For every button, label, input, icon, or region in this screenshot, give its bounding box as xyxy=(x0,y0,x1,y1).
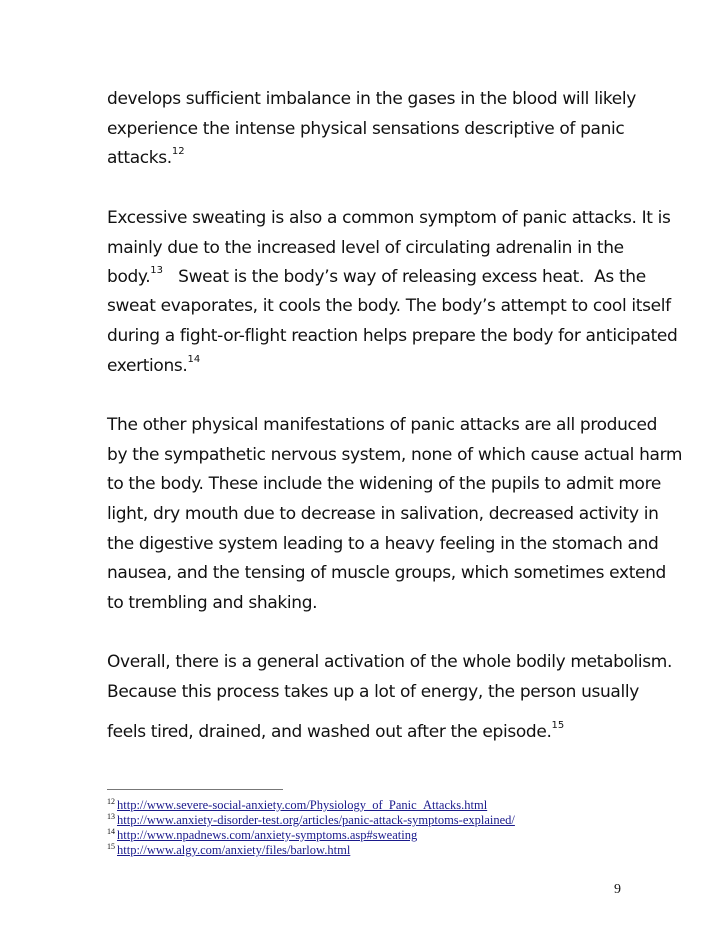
body-text-line: light, dry mouth due to decrease in salivation, decreased activity in xyxy=(107,504,659,524)
body-text-line: during a fight-or-flight reaction helps prepare the body for anticipated xyxy=(107,326,678,346)
footnote xyxy=(107,843,350,857)
footnote-link[interactable]: http://www.npadnews.com/anxiety-symptoms.asp#sweating xyxy=(117,828,418,842)
footnote-number: 14 xyxy=(107,826,115,836)
footnote-ref[interactable]: 14 xyxy=(187,354,201,366)
body-text-line: feels tired, drained, and washed out after the episode.$^{15}$ xyxy=(107,720,565,742)
body-text-line: sweat evaporates, it cools the body. The body’s attempt to cool itself xyxy=(107,296,671,316)
footnote xyxy=(107,828,417,842)
footnote-number: 13 xyxy=(107,811,115,821)
body-text-line: Because this process takes up a lot of energy, the person usually xyxy=(107,682,639,702)
footnote-ref[interactable]: 12 xyxy=(171,146,185,158)
footnote-ref[interactable]: 15 xyxy=(551,720,565,732)
footnote xyxy=(107,813,515,827)
body-text-line: body.$^{13}$ Sweat is the body’s way of releasing excess heat. As the xyxy=(107,265,646,287)
footnote-link[interactable]: http://www.anxiety-disorder-test.org/articles/panic-attack-symptoms-explained/ xyxy=(117,813,515,827)
footnote-ref[interactable]: 13 xyxy=(150,265,164,277)
body-text-line: The other physical manifestations of panic attacks are all produced xyxy=(107,415,658,435)
body-text-line: nausea, and the tensing of muscle groups, which sometimes extend xyxy=(107,563,666,583)
footnote-link[interactable]: http://www.algy.com/anxiety/files/barlow.html xyxy=(117,843,351,857)
footnote-link[interactable]: http://www.severe-social-anxiety.com/Physiology_of_Panic_Attacks.html xyxy=(117,798,488,812)
body-text-line: mainly due to the increased level of circulating adrenalin in the xyxy=(107,238,624,258)
footnote xyxy=(107,798,487,812)
body-text-line: develops sufficient imbalance in the gases in the blood will likely xyxy=(107,89,636,109)
body-text-line: by the sympathetic nervous system, none of which cause actual harm xyxy=(107,445,683,465)
page-number: 9 xyxy=(614,882,621,897)
body-text-line: attacks.$^{12}$ xyxy=(107,146,185,168)
body-text-line: Overall, there is a general activation of the whole bodily metabolism. xyxy=(107,652,673,672)
body-text-line: to trembling and shaking. xyxy=(107,593,318,613)
body-text-line: to the body. These include the widening of the pupils to admit more xyxy=(107,474,661,494)
footnote-number: 12 xyxy=(107,796,115,806)
body-text-line: experience the intense physical sensations descriptive of panic xyxy=(107,119,625,139)
body-text-line: the digestive system leading to a heavy feeling in the stomach and xyxy=(107,534,659,554)
footnote-number: 15 xyxy=(107,841,115,851)
body-text-line: exertions.$^{14}$ xyxy=(107,354,201,376)
footnote-separator xyxy=(107,789,283,790)
body-text-line: Excessive sweating is also a common symptom of panic attacks. It is xyxy=(107,208,671,228)
